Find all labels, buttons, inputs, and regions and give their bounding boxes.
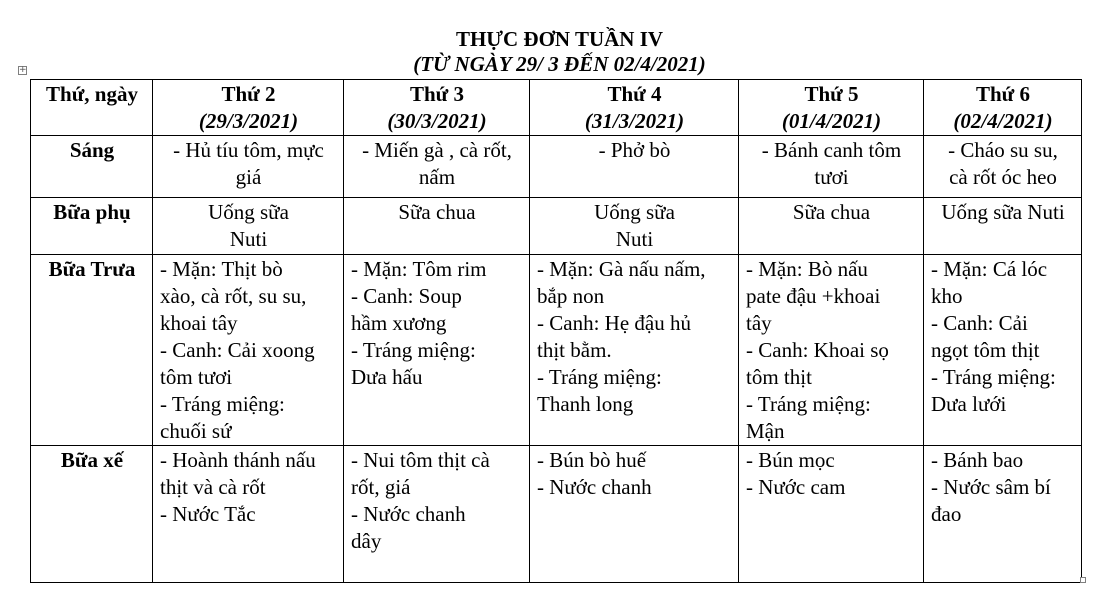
- day-header-mon: [153, 80, 344, 136]
- menu-cell: [530, 198, 739, 255]
- meal-row-lunch: [31, 255, 1082, 446]
- weekly-menu-table: [30, 79, 1082, 583]
- menu-line: Uống sữa: [208, 200, 289, 224]
- menu-line: bắp non: [537, 284, 605, 308]
- menu-line: - Mặn: Thịt bò: [160, 257, 283, 281]
- menu-cell: [739, 446, 924, 583]
- menu-cell: [739, 136, 924, 198]
- menu-line: tôm tươi: [160, 365, 233, 389]
- menu-cell: [924, 136, 1082, 198]
- day-date: (02/4/2021): [953, 109, 1053, 133]
- menu-cell: [344, 255, 530, 446]
- menu-line: nấm: [418, 165, 456, 189]
- menu-line: dây: [351, 529, 382, 553]
- menu-cell: [153, 255, 344, 446]
- table-move-handle-icon[interactable]: +: [19, 65, 27, 75]
- menu-line: - Hoành thánh nấu: [160, 448, 316, 472]
- day-date: (29/3/2021): [198, 109, 299, 133]
- menu-cell: [344, 136, 530, 198]
- menu-line: - Canh: Cải xoong: [160, 338, 315, 362]
- menu-line: tươi: [814, 165, 849, 189]
- header-row: [31, 80, 1082, 136]
- menu-line: pate đậu +khoai: [746, 284, 881, 308]
- menu-line: - Mặn: Bò nấu: [746, 257, 868, 281]
- menu-line: Nuti: [229, 227, 268, 251]
- day-name: Thứ 2: [221, 82, 276, 106]
- menu-cell: [153, 446, 344, 583]
- menu-line: cà rốt óc heo: [949, 165, 1057, 189]
- menu-line: giá: [235, 165, 262, 189]
- menu-cell: [344, 446, 530, 583]
- menu-line: - Miến gà , cà rốt,: [362, 138, 512, 162]
- day-header-tue: [344, 80, 530, 136]
- menu-line: - Nước chanh: [537, 475, 652, 499]
- meal-row-snack: [31, 198, 1082, 255]
- menu-line: - Bánh bao: [931, 448, 1024, 472]
- day-name: Thứ 4: [607, 82, 662, 106]
- menu-line: - Tráng miệng:: [351, 338, 476, 362]
- table-resize-handle-icon[interactable]: [1080, 577, 1086, 583]
- meal-label: Sáng: [31, 136, 153, 198]
- menu-cell: [530, 136, 739, 198]
- menu-line: Dưa lưới: [931, 392, 1007, 416]
- menu-line: - Nước chanh: [351, 502, 466, 526]
- menu-line: - Nước cam: [746, 475, 846, 499]
- menu-line: xào, cà rốt, su su,: [160, 284, 307, 308]
- day-name: Thứ 3: [409, 82, 465, 106]
- menu-line: - Phở bò: [598, 138, 671, 162]
- meal-label: Bữa Trưa: [31, 255, 153, 446]
- menu-line: - Tráng miệng:: [931, 365, 1056, 389]
- menu-line: - Mặn: Gà nấu nấm,: [537, 257, 706, 281]
- menu-line: Mận: [746, 419, 785, 443]
- menu-subtitle: (TỪ NGÀY 29/ 3 ĐẾN 02/4/2021): [413, 52, 706, 76]
- menu-line: Sữa chua: [398, 200, 476, 224]
- menu-cell: [924, 255, 1082, 446]
- menu-line: - Mặn: Cá lóc: [931, 257, 1048, 281]
- menu-line: - Bún bò huế: [537, 448, 647, 472]
- menu-cell: [153, 136, 344, 198]
- day-header-fri: [924, 80, 1082, 136]
- menu-cell: [924, 198, 1082, 255]
- day-header-thu: [739, 80, 924, 136]
- menu-cell: [153, 198, 344, 255]
- menu-line: - Nui tôm thịt cà: [351, 448, 490, 472]
- menu-line: - Bánh canh tôm: [761, 138, 902, 162]
- menu-line: - Bún mọc: [746, 448, 835, 472]
- day-date: (30/3/2021): [387, 109, 487, 133]
- menu-line: tôm thịt: [746, 365, 812, 389]
- menu-line: kho: [931, 284, 963, 308]
- day-date: (01/4/2021): [781, 109, 882, 133]
- menu-line: rốt, giá: [351, 475, 411, 499]
- meal-label: Bữa xế: [31, 446, 153, 583]
- menu-line: Nuti: [615, 227, 654, 251]
- menu-title: THỰC ĐƠN TUẦN IV: [455, 27, 664, 51]
- menu-cell: [344, 198, 530, 255]
- menu-line: ngọt tôm thịt: [931, 338, 1040, 362]
- menu-cell: [530, 446, 739, 583]
- menu-line: - Cháo su su,: [948, 138, 1058, 162]
- menu-cell: [739, 198, 924, 255]
- menu-line: Uống sữa Nuti: [941, 200, 1065, 224]
- menu-line: - Tráng miệng:: [746, 392, 871, 416]
- menu-line: Sữa chua: [792, 200, 871, 224]
- meal-label: Bữa phụ: [31, 198, 153, 255]
- menu-line: - Nước sâm bí: [931, 475, 1051, 499]
- menu-line: - Hủ tíu tôm, mực: [173, 138, 324, 162]
- menu-cell: [739, 255, 924, 446]
- menu-line: Dưa hấu: [351, 365, 423, 389]
- menu-line: - Canh: Cải: [931, 311, 1028, 335]
- day-name: Thứ 6: [975, 82, 1031, 106]
- menu-line: Thanh long: [537, 392, 634, 416]
- menu-line: - Canh: Hẹ đậu hủ: [537, 311, 691, 335]
- menu-line: - Canh: Soup: [351, 284, 462, 308]
- meal-row-breakfast: [31, 136, 1082, 198]
- menu-line: - Canh: Khoai sọ: [746, 338, 889, 362]
- meal-row-afternoon: [31, 446, 1082, 583]
- day-name: Thứ 5: [804, 82, 859, 106]
- menu-line: - Nước Tắc: [160, 502, 256, 526]
- day-header-wed: [530, 80, 739, 136]
- menu-line: khoai tây: [160, 311, 238, 335]
- corner-header: Thứ, ngày: [31, 80, 153, 136]
- menu-line: thịt và cà rốt: [160, 475, 266, 499]
- menu-line: đao: [931, 502, 962, 526]
- menu-line: Uống sữa: [594, 200, 675, 224]
- menu-line: thịt bằm.: [537, 338, 612, 362]
- day-date: (31/3/2021): [584, 109, 685, 133]
- menu-cell: [530, 255, 739, 446]
- menu-line: - Tráng miệng:: [160, 392, 285, 416]
- menu-cell: [924, 446, 1082, 583]
- menu-line: chuối sứ: [160, 419, 232, 443]
- menu-line: - Tráng miệng:: [537, 365, 662, 389]
- menu-line: tây: [746, 311, 772, 335]
- menu-line: - Mặn: Tôm rim: [351, 257, 487, 281]
- menu-line: hầm xương: [351, 311, 447, 335]
